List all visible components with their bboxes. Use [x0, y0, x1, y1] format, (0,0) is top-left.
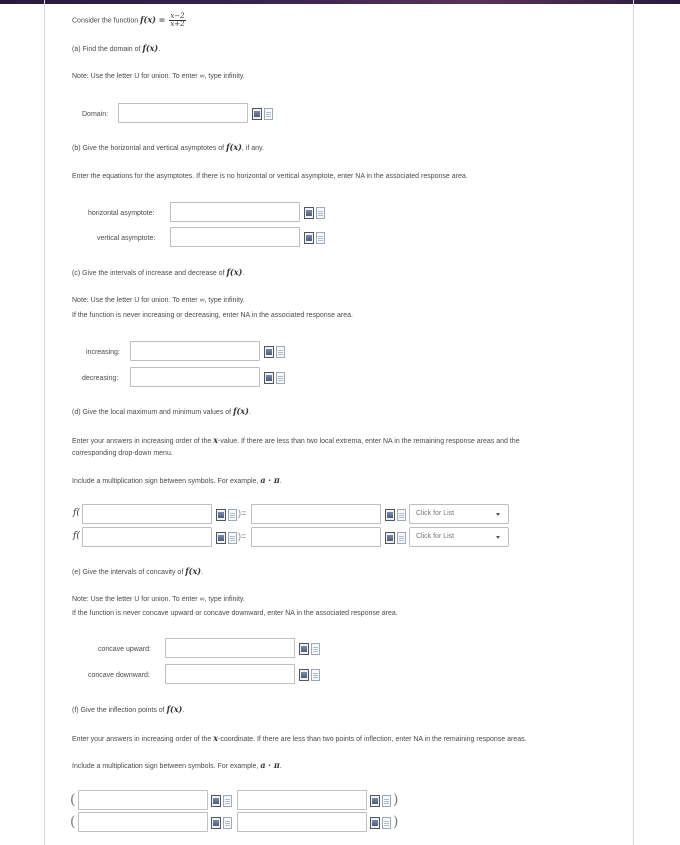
inflection-x-input-1[interactable]: [78, 790, 208, 810]
top-bar: [0, 0, 680, 4]
document-icon[interactable]: [316, 207, 325, 219]
equation-editor-icon[interactable]: [211, 817, 221, 829]
part-d-note2: corresponding drop-down menu.: [72, 450, 173, 457]
part-b-note: Enter the equations for the asymptotes. If there is no horizontal or vertical asymptote, enter NA in the associated response area.: [72, 173, 468, 180]
part-d-title: (d) Give the local maximum and minimum values of f(x).: [72, 406, 251, 416]
extremum-value-tools-1: [385, 509, 406, 521]
document-icon[interactable]: [311, 643, 320, 655]
decreasing-input[interactable]: [130, 367, 260, 387]
part-d-note1: Enter your answers in increasing order of the x-value. If there are less than two local extrema, enter NA in the remaining response areas and the: [72, 435, 520, 445]
domain-label: Domain:: [82, 111, 109, 118]
part-c-title: (c) Give the intervals of increase and decrease of f(x).: [72, 267, 245, 277]
vertical-tools: [304, 232, 325, 244]
part-e-title: (e) Give the intervals of concavity of f(x).: [72, 566, 203, 576]
domain-tools: [252, 108, 273, 120]
equation-editor-icon[interactable]: [264, 346, 274, 358]
left-border: [44, 0, 45, 845]
decreasing-tools: [264, 372, 285, 384]
horizontal-tools: [304, 207, 325, 219]
part-e-note2: If the function is never concave upward or concave downward, enter NA in the associated response area.: [72, 610, 398, 617]
equation-editor-icon[interactable]: [211, 795, 221, 807]
document-icon[interactable]: [316, 232, 325, 244]
vertical-asymptote-input[interactable]: [170, 227, 300, 247]
right-border: [633, 0, 634, 845]
extremum-value-tools-2: [385, 532, 406, 544]
document-icon[interactable]: [276, 372, 285, 384]
part-f-note2: Include a multiplication sign between symbols. For example, a · π.: [72, 760, 282, 770]
concave-downward-input[interactable]: [165, 664, 295, 684]
open-paren-1: (: [70, 792, 76, 808]
equation-editor-icon[interactable]: [304, 207, 314, 219]
open-paren-2: (: [70, 814, 76, 830]
concave-upward-label: concave upward:: [98, 646, 151, 653]
increasing-tools: [264, 346, 285, 358]
concave-downward-tools: [299, 669, 320, 681]
part-d-note3: Include a multiplication sign between symbols. For example, a · π.: [72, 475, 282, 485]
equation-editor-icon[interactable]: [264, 372, 274, 384]
concave-downward-label: concave downward:: [88, 672, 150, 679]
extremum-x-tools-2: [216, 532, 237, 544]
intro-fraction: $\frac{x-2}{x+2}$: [170, 12, 185, 28]
close-paren-2: ): [393, 814, 399, 830]
part-c-note1: Note: Use the letter U for union. To enter ∞, type infinity.: [72, 297, 245, 304]
extremum-type-dropdown-2[interactable]: Click for List: [409, 527, 509, 547]
part-e-note1: Note: Use the letter U for union. To enter ∞, type infinity.: [72, 596, 245, 603]
f-open-label-2: f(: [73, 531, 80, 541]
increasing-input[interactable]: [130, 341, 260, 361]
document-icon[interactable]: [382, 817, 391, 829]
decreasing-label: decreasing:: [82, 375, 119, 382]
close-eq-1: )=: [238, 508, 247, 518]
inflection-x-tools-1: [211, 795, 232, 807]
document-icon[interactable]: [264, 108, 273, 120]
part-f-title: (f) Give the inflection points of f(x).: [72, 704, 185, 714]
equation-editor-icon[interactable]: [216, 509, 226, 521]
document-icon[interactable]: [228, 532, 237, 544]
extremum-value-input-1[interactable]: [251, 504, 381, 524]
inflection-y-input-1[interactable]: [237, 790, 367, 810]
document-icon[interactable]: [228, 509, 237, 521]
part-b-title: (b) Give the horizontal and vertical asymptotes of f(x), if any.: [72, 142, 264, 152]
inflection-x-input-2[interactable]: [78, 812, 208, 832]
increasing-label: increasing:: [86, 349, 120, 356]
part-a-note: Note: Use the letter U for union. To enter ∞, type infinity.: [72, 73, 245, 80]
extremum-type-dropdown-1[interactable]: Click for List: [409, 504, 509, 524]
extremum-x-tools-1: [216, 509, 237, 521]
document-icon[interactable]: [397, 509, 406, 521]
equation-editor-icon[interactable]: [370, 795, 380, 807]
intro-text: Consider the function f(x) = $\frac{x-2}{x+2}$: [72, 12, 185, 28]
document-icon[interactable]: [223, 817, 232, 829]
concave-upward-input[interactable]: [165, 638, 295, 658]
extremum-value-input-2[interactable]: [251, 527, 381, 547]
inflection-x-tools-2: [211, 817, 232, 829]
concave-upward-tools: [299, 643, 320, 655]
equation-editor-icon[interactable]: [304, 232, 314, 244]
equation-editor-icon[interactable]: [252, 108, 262, 120]
equation-editor-icon[interactable]: [385, 532, 395, 544]
document-icon[interactable]: [276, 346, 285, 358]
equation-editor-icon[interactable]: [299, 669, 309, 681]
horizontal-label: horizontal asymptote:: [88, 210, 155, 217]
equation-editor-icon[interactable]: [216, 532, 226, 544]
horizontal-asymptote-input[interactable]: [170, 202, 300, 222]
document-icon[interactable]: [223, 795, 232, 807]
extremum-x-input-1[interactable]: [82, 504, 212, 524]
inflection-y-tools-1: [370, 795, 391, 807]
document-icon[interactable]: [311, 669, 320, 681]
document-icon[interactable]: [382, 795, 391, 807]
part-f-note1: Enter your answers in increasing order of the x-coordinate. If there are less than two points of inflection, enter NA in the remaining response areas.: [72, 733, 527, 743]
document-icon[interactable]: [397, 532, 406, 544]
equation-editor-icon[interactable]: [299, 643, 309, 655]
part-c-note2: If the function is never increasing or decreasing, enter NA in the associated response area.: [72, 312, 353, 319]
f-open-label-1: f(: [73, 508, 80, 518]
extremum-x-input-2[interactable]: [82, 527, 212, 547]
part-a-title: (a) Find the domain of f(x).: [72, 43, 161, 53]
domain-input[interactable]: [118, 103, 248, 123]
chevron-down-icon: [496, 536, 500, 539]
chevron-down-icon: [496, 513, 500, 516]
close-eq-2: )=: [238, 531, 247, 541]
vertical-label: vertical asymptote:: [97, 235, 156, 242]
equation-editor-icon[interactable]: [370, 817, 380, 829]
inflection-y-input-2[interactable]: [237, 812, 367, 832]
inflection-y-tools-2: [370, 817, 391, 829]
close-paren-1: ): [393, 792, 399, 808]
equation-editor-icon[interactable]: [385, 509, 395, 521]
